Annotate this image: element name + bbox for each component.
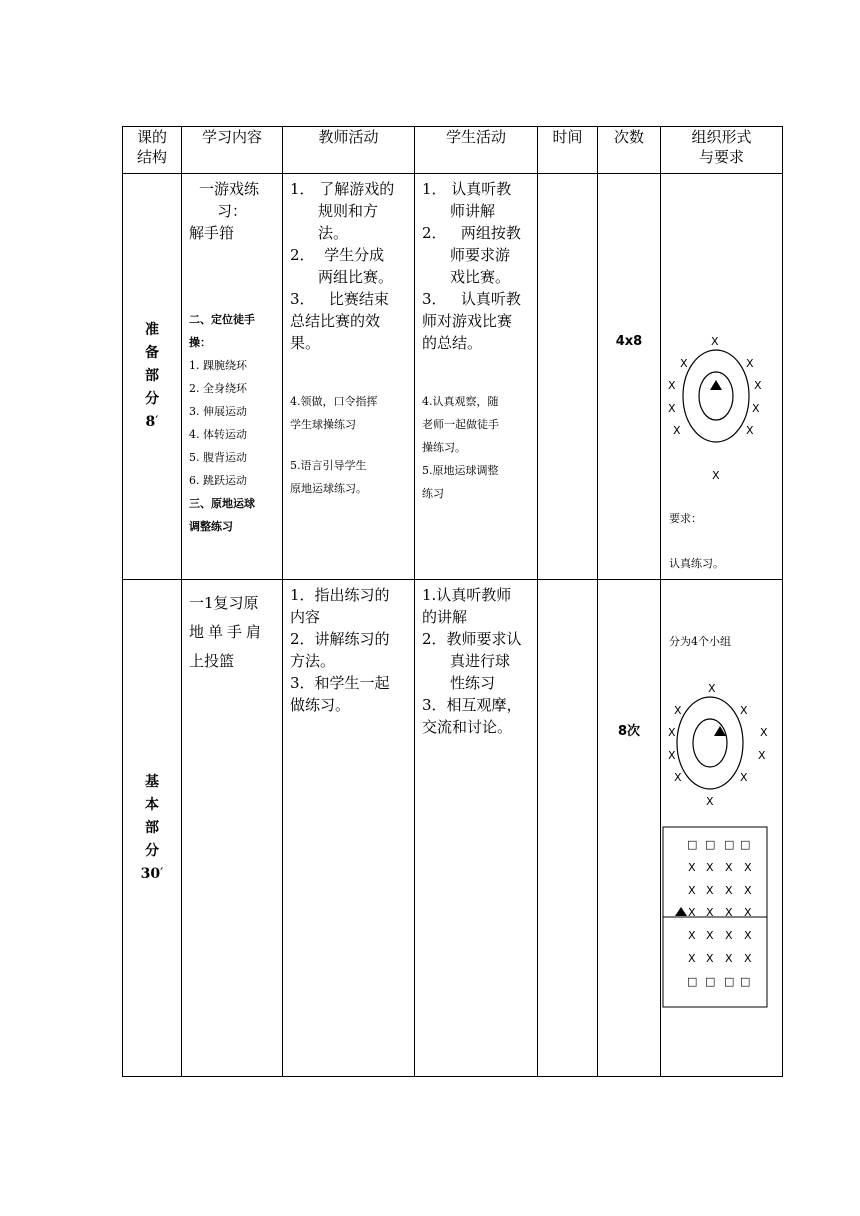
student-x: X	[706, 929, 714, 942]
teacher-triangle-court	[675, 907, 687, 916]
student-x: X	[744, 884, 752, 897]
box-marker: □	[687, 838, 698, 851]
drill-item: 1. 踝腕绕环	[189, 359, 247, 372]
prep-student: 1． 认真听教 师讲解 2． 两组按教 师要求游 戏比赛。 3． 认真听教 师对游戏比赛 的总结。 4.认真观察，随 老师一起做徒手 操练习。 5.原地运球调整 练习	[415, 174, 538, 580]
student-x: X	[746, 357, 754, 370]
prep-section-label: 准 备 部 分 8′	[123, 174, 182, 580]
outer-circle	[677, 697, 743, 789]
student-x: X	[673, 424, 681, 437]
student-x: X	[688, 861, 696, 874]
basic-teacher: 1．指出练习的 内容 2．讲解练习的 方法。 3．和学生一起 做练习。	[283, 580, 415, 1077]
student-x: X	[744, 906, 752, 919]
student-x: X	[668, 379, 676, 392]
student-x: X	[688, 906, 696, 919]
student-x: X	[725, 884, 733, 897]
student-x: X	[744, 952, 752, 965]
student-x: X	[740, 771, 748, 784]
prep-count: 4x8	[598, 174, 661, 580]
box-marker: □	[740, 838, 751, 851]
student-x: X	[744, 929, 752, 942]
header-organization: 组织形式 与要求	[661, 127, 783, 174]
student-x: X	[706, 861, 714, 874]
student-x: X	[706, 795, 714, 808]
student-x: X	[688, 952, 696, 965]
student-x: X	[746, 424, 754, 437]
student-x: X	[674, 771, 682, 784]
header-teacher: 教师活动	[283, 127, 415, 174]
header-student: 学生活动	[415, 127, 538, 174]
student-x: X	[668, 726, 676, 739]
student-x: X	[688, 884, 696, 897]
student-x: X	[668, 402, 676, 415]
basic-row	[123, 580, 783, 1077]
box-marker: □	[687, 975, 698, 988]
box-marker: □	[705, 838, 716, 851]
teacher-triangle	[710, 380, 722, 390]
basic-time	[538, 580, 598, 1077]
requirement-label: 要求：	[669, 512, 702, 525]
box-marker: □	[705, 975, 716, 988]
student-x: X	[708, 682, 716, 695]
prep-organization	[661, 174, 783, 580]
basic-student: 1.认真听教师 的讲解 2．教师要求认 真进行球 性练习 3．相互观摩， 交流和讨论。	[415, 580, 538, 1077]
student-x: X	[740, 704, 748, 717]
basic-organization	[661, 580, 783, 1077]
header-structure: 课的 结构	[123, 127, 182, 174]
student-x: X	[758, 749, 766, 762]
student-x: X	[754, 379, 762, 392]
drill-item: 3. 伸展运动	[189, 405, 247, 418]
student-x: X	[706, 906, 714, 919]
student-x: X	[725, 861, 733, 874]
lesson-plan-table	[122, 126, 783, 1077]
header-content: 学习内容	[182, 127, 283, 174]
basic-content: 一1复习原 地单手肩 上投篮	[182, 580, 283, 1077]
student-x: X	[688, 929, 696, 942]
drill-item: 2. 全身绕环	[189, 382, 247, 395]
prep-time	[538, 174, 598, 580]
header-row	[123, 127, 783, 174]
prep-content: 一游戏练 习： 解手箝 二、定位徒手 操： 1. 踝腕绕环 2. 全身绕环 3. 伸展运动 4. 体转运动 5. 腹背运动 6. 跳跃运动 三、原地运球 调整练习	[182, 174, 283, 580]
inner-circle	[693, 719, 727, 767]
student-x: X	[744, 861, 752, 874]
inner-circle	[699, 372, 733, 420]
group-text: 分为4个小组	[669, 635, 731, 648]
basic-count: 8次	[598, 580, 661, 1077]
box-marker: □	[724, 975, 735, 988]
student-x: X	[725, 929, 733, 942]
student-x: X	[725, 952, 733, 965]
student-x: X	[725, 906, 733, 919]
student-x: X	[760, 726, 768, 739]
student-x: X	[674, 704, 682, 717]
drill-item: 4. 体转运动	[189, 428, 247, 441]
basic-section-label: 基 本 部 分 30′	[123, 580, 182, 1077]
student-x: X	[706, 884, 714, 897]
box-marker: □	[740, 975, 751, 988]
student-x: X	[668, 749, 676, 762]
circle-formation-diagram-2	[661, 580, 783, 1076]
student-x: X	[706, 952, 714, 965]
student-x: X	[752, 402, 760, 415]
student-x: X	[712, 469, 720, 482]
header-time: 时间	[538, 127, 598, 174]
student-x: X	[711, 335, 719, 348]
student-x: X	[680, 357, 688, 370]
box-marker: □	[724, 838, 735, 851]
drill-item: 6. 跳跃运动	[189, 474, 247, 487]
drill-item: 5. 腹背运动	[189, 451, 247, 464]
header-count: 次数	[598, 127, 661, 174]
outer-circle	[683, 350, 749, 442]
prep-row	[123, 174, 783, 580]
requirement-text: 认真练习。	[669, 557, 724, 570]
prep-teacher: 1． 了解游戏的 规则和方 法。 2． 学生分成 两组比赛。 3． 比赛结束 总结比赛的效 果。 4.领做，口令指挥 学生球操练习 5.语言引导学生 原地运球练习。	[283, 174, 415, 580]
